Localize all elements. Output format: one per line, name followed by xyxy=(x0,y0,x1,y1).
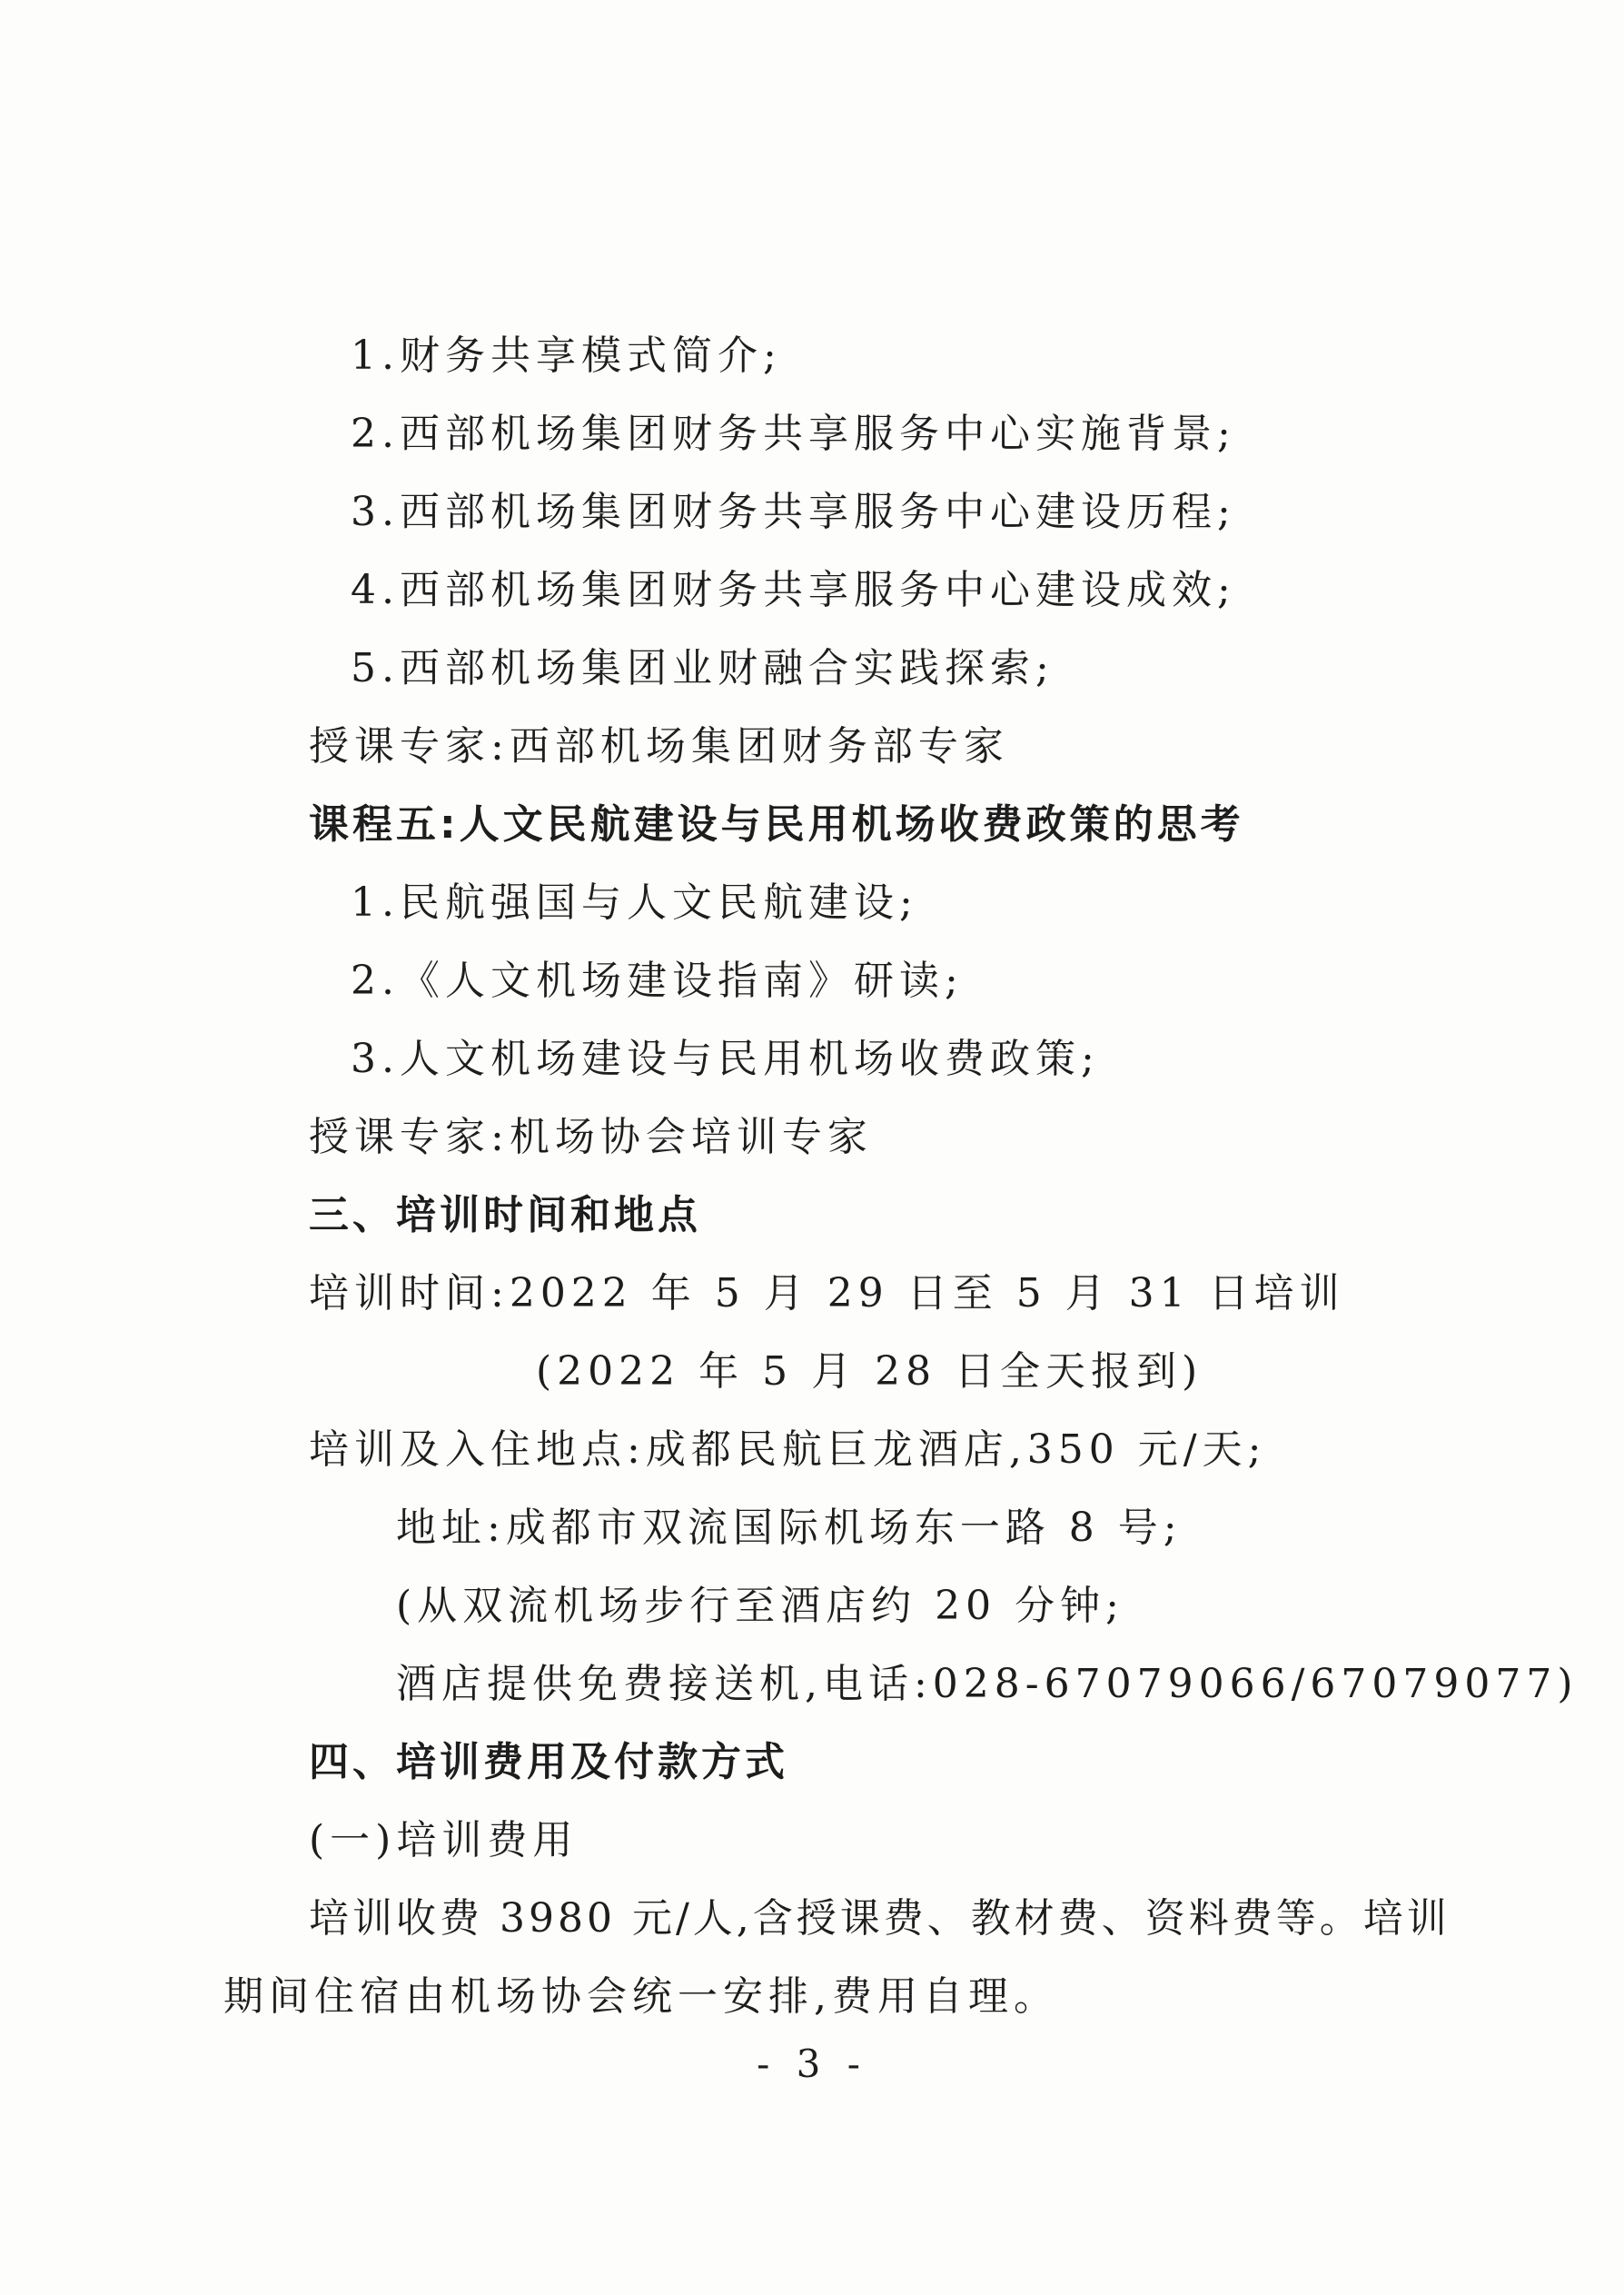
hotel-shuttle-line: 酒店提供免费接送机,电话:028-67079066/67079077) xyxy=(396,1661,1579,1707)
course-item-5: 5.西部机场集团业财融合实践探索; xyxy=(351,645,1055,691)
instructor-line-2: 授课专家:机场协会培训专家 xyxy=(309,1114,873,1160)
training-time-line: 培训时间:2022 年 5 月 29 日至 5 月 31 日培训 xyxy=(309,1270,1345,1316)
venue-line: 培训及入住地点:成都民航巨龙酒店,350 元/天; xyxy=(309,1426,1267,1473)
section-four-heading: 四、培训费用及付款方式 xyxy=(309,1739,788,1785)
course-five-heading: 课程五:人文民航建设与民用机场收费政策的思考 xyxy=(309,801,1244,848)
course-item-3: 3.西部机场集团财务共享服务中心建设历程; xyxy=(351,489,1236,535)
course-item-2: 2.西部机场集团财务共享服务中心实施背景; xyxy=(351,411,1236,457)
page-number: - 3 - xyxy=(757,2042,867,2086)
course-five-item-2: 2.《人文机场建设指南》研读; xyxy=(351,958,964,1004)
course-five-item-3: 3.人文机场建设与民用机场收费政策; xyxy=(351,1036,1100,1082)
fee-paragraph-line-1: 培训收费 3980 元/人,含授课费、教材费、资料费等。培训 xyxy=(309,1895,1451,1942)
address-line: 地址:成都市双流国际机场东一路 8 号; xyxy=(396,1505,1183,1551)
section-three-heading: 三、培训时间和地点 xyxy=(309,1192,701,1238)
instructor-line: 授课专家:西部机场集团财务部专家 xyxy=(309,723,1009,770)
walking-distance-line: (从双流机场步行至酒店约 20 分钟; xyxy=(396,1583,1124,1629)
course-five-item-1: 1.民航强国与人文民航建设; xyxy=(351,879,918,926)
registration-date-line: (2022 年 5 月 28 日全天报到) xyxy=(536,1348,1203,1395)
fee-paragraph-line-2: 期间住宿由机场协会统一安排,费用自理。 xyxy=(223,1973,1059,2020)
course-item-4: 4.西部机场集团财务共享服务中心建设成效; xyxy=(351,567,1236,613)
subsection-fee-heading: (一)培训费用 xyxy=(309,1817,579,1863)
course-item-1: 1.财务共享模式简介; xyxy=(351,333,782,379)
